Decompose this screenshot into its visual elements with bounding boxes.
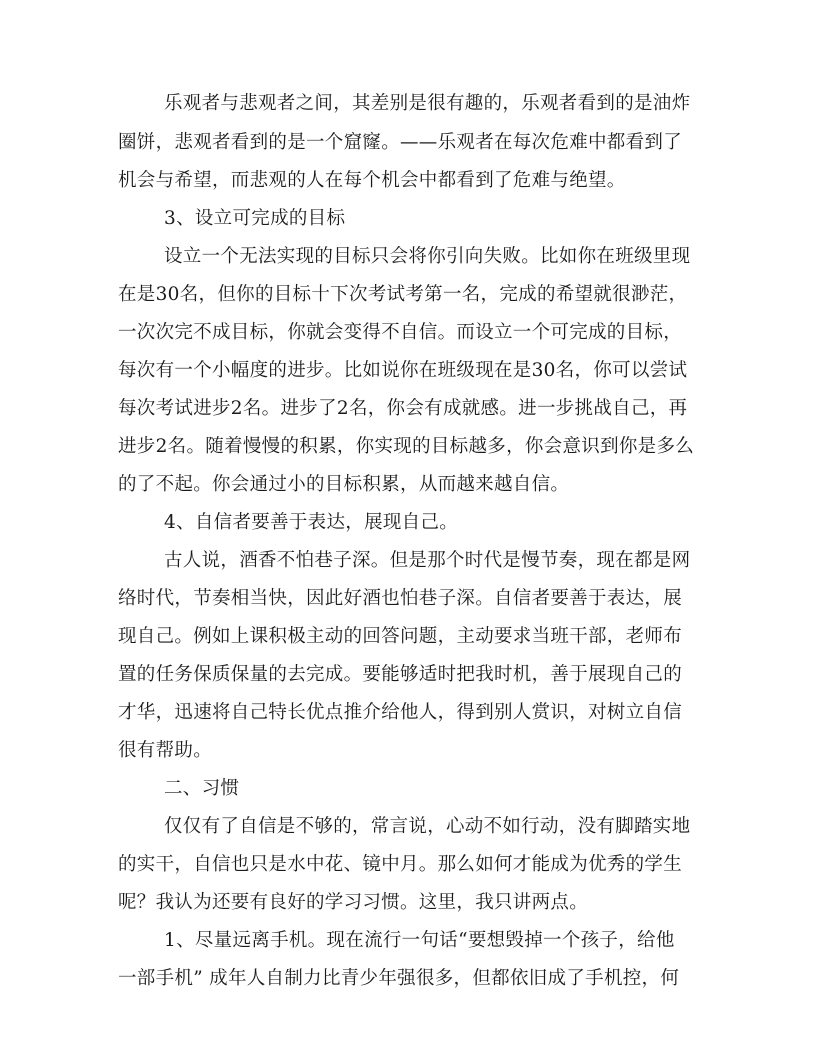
paragraph-line: 仅仅有了自信是不够的，常言说，心动不如行动，没有脚踏实地: [164, 816, 691, 837]
paragraph-line: 机会与希望，而悲观的人在每个机会中都看到了危难与绝望。: [118, 170, 626, 191]
section-heading: 3、设立可完成的目标: [164, 208, 346, 229]
paragraph-line: 置的任务保质保量的去完成。要能够适时把我时机，善于展现自己的: [118, 664, 683, 685]
paragraph-line: 的了不起。你会通过小的目标积累，从而越来越自信。: [118, 474, 570, 495]
paragraph-line: 络时代，节奏相当快，因此好酒也怕巷子深。自信者要善于表达，展: [118, 588, 683, 609]
paragraph-line: 古人说，酒香不怕巷子深。但是那个时代是慢节奏，现在都是网: [164, 550, 691, 571]
paragraph-line: 1、尽量远离手机。现在流行一句话“要想毁掉一个孩子，给他: [164, 930, 675, 951]
paragraph-line: 每次考试进步2名。进步了2名，你会有成就感。进一步挑战自己，再: [118, 398, 688, 419]
paragraph-line: 的实干，自信也只是水中花、镜中月。那么如何才能成为优秀的学生: [118, 854, 683, 875]
section-heading: 二、习惯: [164, 778, 240, 799]
paragraph-line: 一次次完不成目标，你就会变得不自信。而设立一个可完成的目标，: [118, 322, 683, 343]
section-heading: 4、自信者要善于表达，展现自己。: [164, 512, 459, 533]
paragraph-line: 现自己。例如上课积极主动的回答问题，主动要求当班干部，老师布: [118, 626, 683, 647]
paragraph-line: 乐观者与悲观者之间，其差别是很有趣的，乐观者看到的是油炸: [164, 93, 691, 114]
paragraph-line: 一部手机” 成年人自制力比青少年强很多，但都依旧成了手机控，何: [118, 968, 680, 989]
paragraph-line: 每次有一个小幅度的进步。比如说你在班级现在是30名，你可以尝试: [118, 360, 688, 381]
paragraph-line: 设立一个无法实现的目标只会将你引向失败。比如你在班级里现: [164, 246, 691, 267]
paragraph-line: 才华，迅速将自己特长优点推介给他人，得到别人赏识，对树立自信: [118, 702, 683, 723]
paragraph-line: 很有帮助。: [118, 740, 213, 761]
paragraph-line: 在是30名，但你的目标十下次考试考第一名，完成的希望就很渺茫，: [118, 284, 688, 305]
paragraph-line: 圈饼，悲观者看到的是一个窟窿。——乐观者在每次危难中都看到了: [118, 132, 683, 153]
paragraph-line: 呢？我认为还要有良好的学习习惯。这里，我只讲两点。: [118, 892, 589, 913]
paragraph-line: 进步2名。随着慢慢的积累，你实现的目标越多，你会意识到你是多么: [118, 436, 695, 457]
